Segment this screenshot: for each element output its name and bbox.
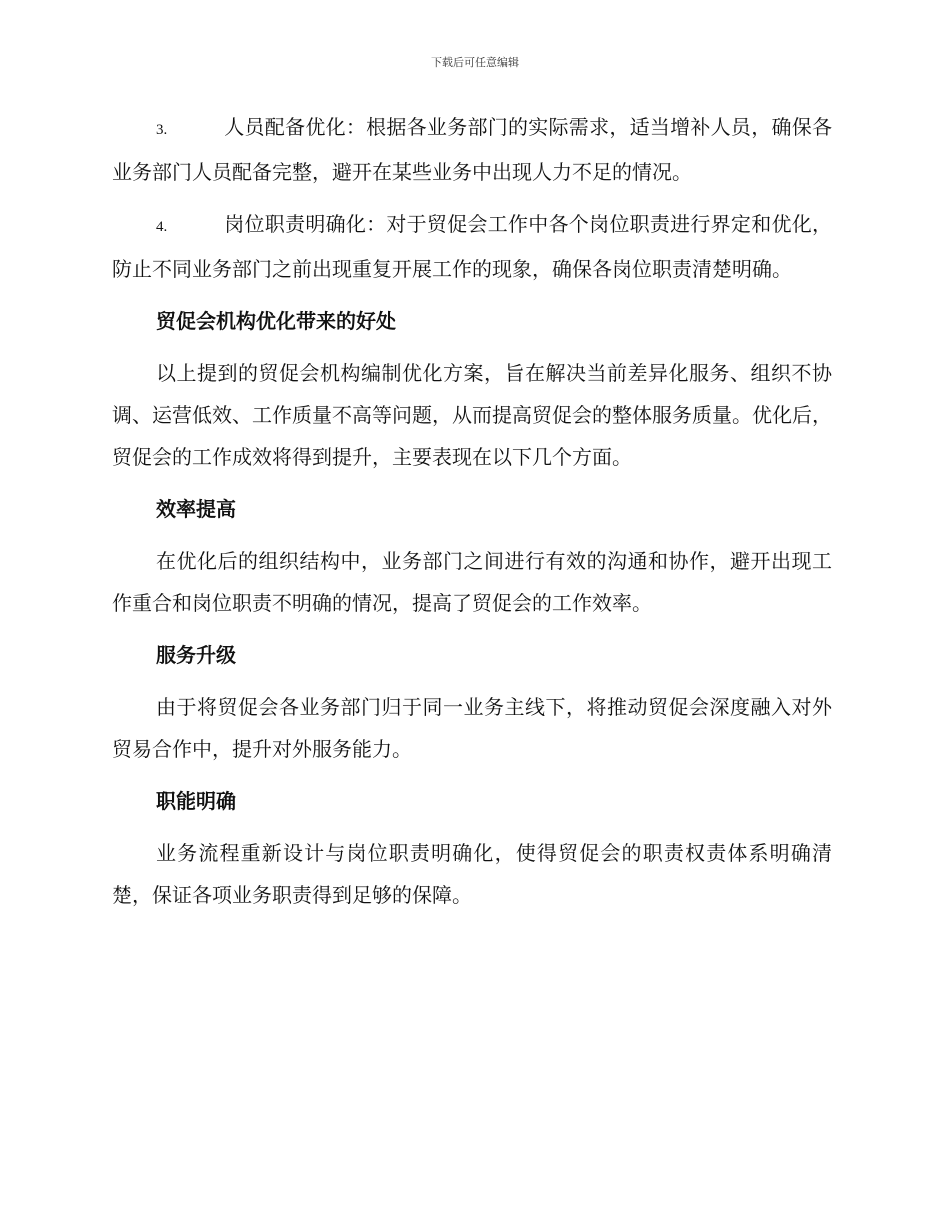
list-item-3 <box>112 106 832 193</box>
list-item-text: 岗位职责明确化：对于贸促会工作中各个岗位职责进行界定和优化，防止不同业务部门之前出现重复开展工作的现象，确保各岗位职责清楚明确。 <box>112 212 832 281</box>
list-item-number: 4. <box>156 219 168 235</box>
page-header: 下载后可任意编辑 <box>431 56 519 69</box>
section-heading-benefits: 贸促会机构优化带来的好处 <box>156 309 396 333</box>
section-paragraph-service: 由于将贸促会各业务部门归于同一业务主线下，将推动贸促会深度融入对外贸易合作中，提升对外服务能力。 <box>112 695 832 761</box>
list-item-number: 3. <box>156 122 168 138</box>
section-paragraph-efficiency: 在优化后的组织结构中，业务部门之间进行有效的沟通和协作，避开出现工作重合和岗位职责不明确的情况，提高了贸促会的工作效率。 <box>112 549 832 615</box>
section-heading-functions: 职能明确 <box>156 789 236 813</box>
list-item-text: 人员配备优化：根据各业务部门的实际需求，适当增补人员，确保各业务部门人员配备完整，避开在某些业务中出现人力不足的情况。 <box>112 115 832 184</box>
section-paragraph-benefits: 以上提到的贸促会机构编制优化方案，旨在解决当前差异化服务、组织不协调、运营低效、工作质量不高等问题，从而提高贸促会的整体服务质量。优化后，贸促会的工作成效将得到提升，主要表现在以下几个方面。 <box>112 361 832 469</box>
section-heading-service: 服务升级 <box>156 643 236 667</box>
section-paragraph-functions: 业务流程重新设计与岗位职责明确化，使得贸促会的职责权责体系明确清楚，保证各项业务职责得到足够的保障。 <box>112 841 832 907</box>
document-body <box>112 106 832 916</box>
list-item-4 <box>112 203 832 290</box>
section-heading-efficiency: 效率提高 <box>156 497 236 521</box>
